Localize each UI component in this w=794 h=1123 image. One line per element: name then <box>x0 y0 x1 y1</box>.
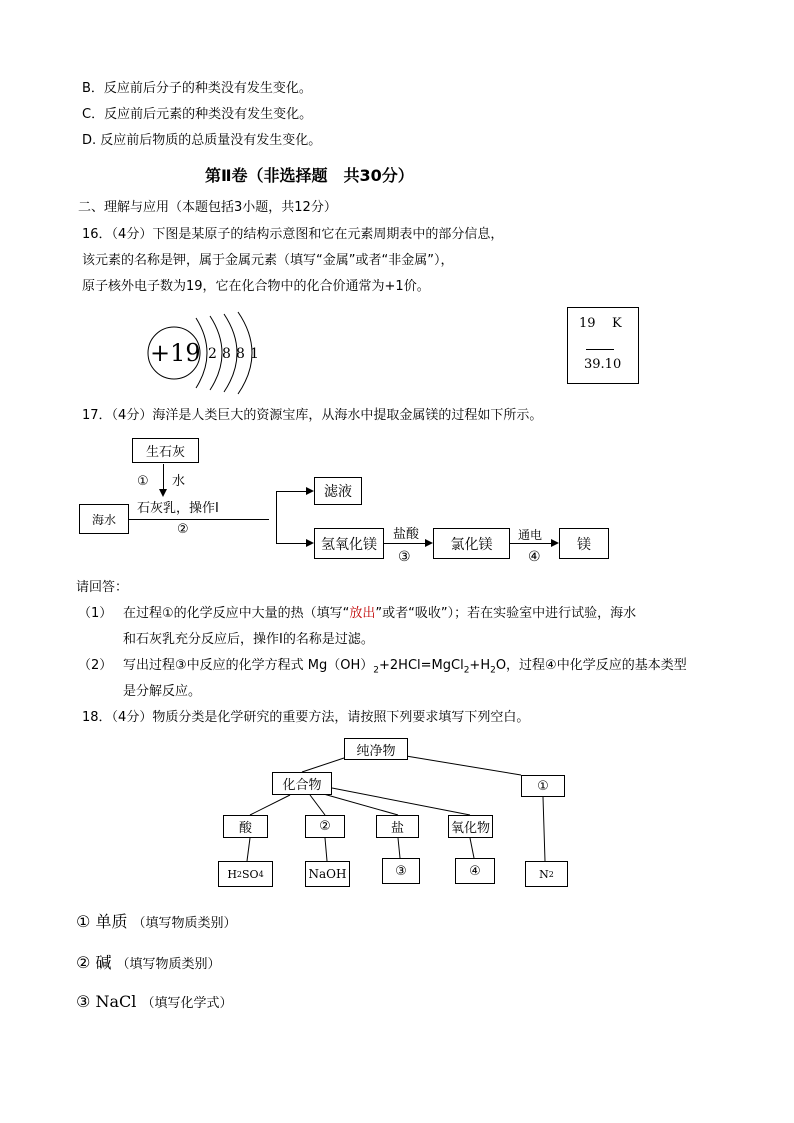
step1-marker: ① <box>137 474 149 489</box>
part2-header: 二、理解与应用（本题包括3小题，共12分） <box>78 200 337 215</box>
nucleus-charge: +19 <box>150 339 201 367</box>
electrify-arrow-line <box>510 543 552 544</box>
node-salt: 盐 <box>376 815 419 838</box>
element-symbol: K <box>612 316 622 331</box>
q18-answer-2: ② 碱 （填写物质类别） <box>76 953 221 972</box>
lime-operation-label: 石灰乳，操作Ⅰ <box>137 501 219 516</box>
q16-line1: 16．（4分）下图是某原子的结构示意图和它在元素周期表中的部分信息， <box>82 227 504 242</box>
node-pure-substance: 纯净物 <box>344 738 408 760</box>
node-blank-2: ② <box>305 815 345 838</box>
node-blank-3: ③ <box>382 858 420 884</box>
step2-marker: ② <box>177 522 189 537</box>
branch-top-line <box>276 491 308 492</box>
node-blank-4: ④ <box>455 858 495 884</box>
q17-a1-line2: 和石灰乳充分反应后，操作Ⅰ的名称是过滤。 <box>123 632 374 647</box>
q17-stem: 17．（4分）海洋是人类巨大的资源宝库，从海水中提取金属镁的过程如下所示。 <box>82 408 543 423</box>
option-d: D. 反应前后物质的总质量没有发生变化。 <box>82 133 322 148</box>
q17-a2-line2: 是分解反应。 <box>123 684 202 699</box>
electrify-label: 通电 <box>518 528 543 542</box>
section-title: 第Ⅱ卷（非选择题 共30分） <box>205 166 414 185</box>
q16-line2: 该元素的名称是钾，属于金属元素（填写“金属”或者“非金属”）， <box>82 253 454 268</box>
node-naoh: NaOH <box>305 861 350 887</box>
quicklime-box: 生石灰 <box>132 438 199 463</box>
arrow-to-mg-oh <box>306 539 314 547</box>
step4-marker: ④ <box>528 549 541 565</box>
q17-a1-number: （1） <box>78 606 113 621</box>
option-b: B．反应前后分子的种类没有发生变化。 <box>82 81 312 96</box>
mg-chloride-box: 氯化镁 <box>433 528 510 559</box>
q17-a1-line1: 在过程①的化学反应中大量的热（填写“放出”或者“吸收”）；若在实验室中进行试验，海水 <box>123 606 637 621</box>
node-blank-1: ① <box>521 775 565 797</box>
q18-answer-1: ① 单质 （填写物质类别） <box>76 912 237 931</box>
step3-marker: ③ <box>398 549 411 565</box>
mg-hydroxide-box: 氢氧化镁 <box>314 528 384 559</box>
shell-count-3: 8 <box>236 346 245 362</box>
answer-intro: 请回答： <box>76 580 129 595</box>
water-arrow-head <box>159 489 167 497</box>
hcl-arrow-line <box>384 543 426 544</box>
seawater-box: 海水 <box>79 504 129 534</box>
option-c: C．反应前后元素的种类没有发生变化。 <box>82 107 313 122</box>
shell-count-4: 1 <box>250 346 259 362</box>
branch-bottom-line <box>276 543 308 544</box>
q18-stem: 18．（4分）物质分类是化学研究的重要方法，请按照下列要求填写下列空白。 <box>82 710 530 725</box>
node-compound: 化合物 <box>272 772 332 795</box>
q16-line3: 原子核外电子数为19，它在化合物中的化合价通常为+1价。 <box>82 279 430 294</box>
arrow-to-filtrate <box>306 487 314 495</box>
hcl-arrow-head <box>425 539 433 547</box>
hcl-label: 盐酸 <box>393 527 420 542</box>
q17-a2-number: （2） <box>78 658 113 673</box>
water-label: 水 <box>172 474 186 489</box>
shell-count-1: 2 <box>208 346 217 362</box>
q17-a2-line1: 写出过程③中反应的化学方程式 $Mg(OH)_2+2HCl=MgCl_2+H_2O$，过程④中化学反应的基本类型 <box>123 658 687 676</box>
main-flow-line <box>129 519 269 520</box>
element-name-blank <box>586 349 614 350</box>
shell-count-2: 8 <box>222 346 231 362</box>
atomic-mass: 39.10 <box>584 357 622 372</box>
water-arrow-line <box>163 464 164 491</box>
atomic-number: 19 <box>579 316 596 331</box>
magnesium-box: 镁 <box>559 528 609 559</box>
filtrate-box: 滤液 <box>314 477 362 505</box>
q18-answer-3: ③ NaCl （填写化学式） <box>76 992 233 1011</box>
node-sulfuric-acid: H 2 SO 4 <box>218 861 273 887</box>
node-acid: 酸 <box>223 815 268 838</box>
branch-vertical-line <box>276 491 277 543</box>
answer-release-heat: 放出 <box>349 606 376 621</box>
node-oxide: 氧化物 <box>448 815 493 838</box>
electrify-arrow-head <box>551 539 559 547</box>
node-nitrogen: N 2 <box>525 861 568 887</box>
